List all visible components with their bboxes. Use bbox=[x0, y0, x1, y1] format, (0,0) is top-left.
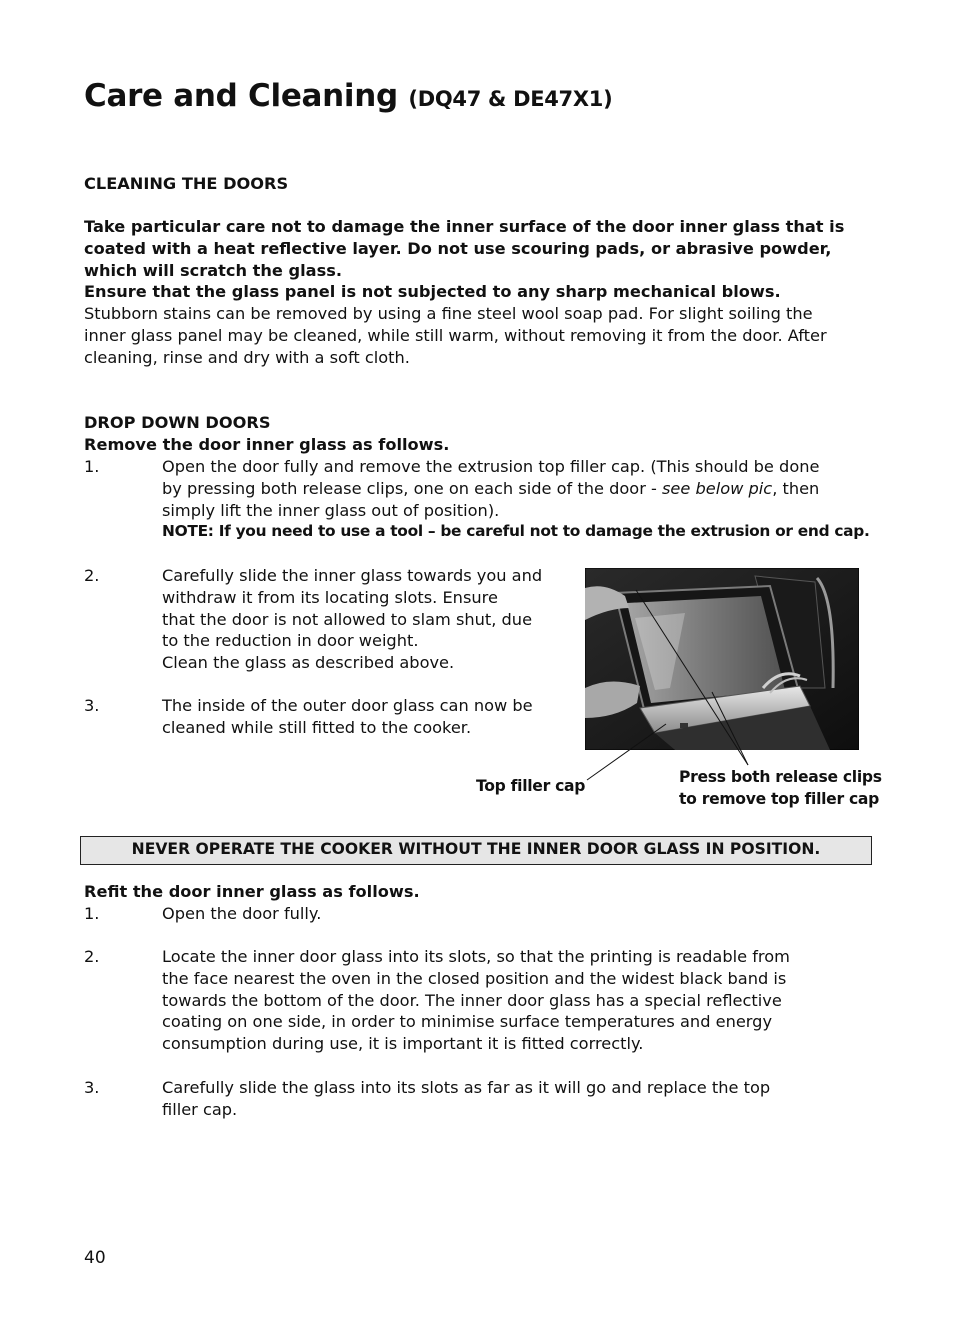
step-emphasis: see below pic bbox=[661, 478, 773, 498]
cleaning-body-line: cleaning, rinse and dry with a soft cloth. bbox=[84, 347, 410, 367]
step-note: NOTE: If you need to use a tool – be careful not to damage the extrusion or end cap. bbox=[162, 522, 870, 541]
cleaning-doors-heading: CLEANING THE DOORS bbox=[84, 174, 289, 193]
step-line: Open the door fully and remove the extrusion top filler cap. (This should be done bbox=[162, 457, 820, 476]
drop-down-subheading: Remove the door inner glass as follows. bbox=[84, 435, 450, 454]
caption-line: Press both release clips bbox=[679, 768, 882, 786]
refit-step-2 bbox=[162, 946, 874, 1055]
step-line: the face nearest the oven in the closed position and the widest black band is bbox=[162, 968, 787, 988]
step-line: coating on one side, in order to minimise surface temperatures and energy bbox=[162, 1012, 773, 1032]
drop-down-heading: DROP DOWN DOORS bbox=[84, 413, 271, 432]
refit-step-1: Open the door fully. bbox=[162, 904, 322, 923]
step-line: Clean the glass as described above. bbox=[162, 653, 455, 673]
step-line: Carefully slide the inner glass towards you and bbox=[162, 566, 543, 585]
step-number: 2. bbox=[84, 947, 100, 966]
caption-release-clips bbox=[679, 766, 882, 810]
step-text: , then bbox=[772, 478, 820, 498]
title-models: (DQ47 & DE47X1) bbox=[408, 87, 613, 111]
step-line: simply lift the inner glass out of position). bbox=[162, 500, 500, 520]
refit-step-3 bbox=[162, 1077, 874, 1121]
step-number: 3. bbox=[84, 696, 100, 715]
step-line: withdraw it from its locating slots. Ensure bbox=[162, 587, 498, 607]
cleaning-warning-line: which will scratch the glass. bbox=[84, 260, 343, 280]
cleaning-body-line: inner glass panel may be cleaned, while still warm, without removing it from the door. After bbox=[84, 325, 827, 345]
cleaning-warning-line: Ensure that the glass panel is not subjected to any sharp mechanical blows. bbox=[84, 282, 781, 302]
title-main: Care and Cleaning bbox=[84, 78, 398, 114]
safety-warning-box: NEVER OPERATE THE COOKER WITHOUT THE INNER DOOR GLASS IN POSITION. bbox=[80, 836, 872, 865]
step-line: The inside of the outer door glass can now be bbox=[162, 696, 533, 715]
step-line: cleaned while still fitted to the cooker. bbox=[162, 717, 472, 737]
step-line: towards the bottom of the door. The inner door glass has a special reflective bbox=[162, 990, 782, 1010]
step-text: by pressing both release clips, one on each side of the door - bbox=[162, 478, 662, 498]
step-line: Carefully slide the glass into its slots as far as it will go and replace the top bbox=[162, 1078, 771, 1097]
step-line: to the reduction in door weight. bbox=[162, 631, 419, 651]
caption-top-filler-cap: Top filler cap bbox=[476, 777, 586, 795]
cleaning-warning-line: Take particular care not to damage the inner surface of the door inner glass that is bbox=[84, 217, 845, 236]
page-number: 40 bbox=[84, 1248, 106, 1268]
refit-subheading: Refit the door inner glass as follows. bbox=[84, 882, 420, 901]
step-line: Locate the inner door glass into its slots, so that the printing is readable from bbox=[162, 947, 790, 966]
step-line: filler cap. bbox=[162, 1099, 238, 1119]
step-number: 1. bbox=[84, 457, 100, 476]
cleaning-body-line: Stubborn stains can be removed by using a fine steel wool soap pad. For slight soiling the bbox=[84, 304, 813, 323]
caption-line: to remove top filler cap bbox=[679, 790, 879, 808]
step-number: 1. bbox=[84, 904, 100, 923]
step-number: 2. bbox=[84, 566, 100, 585]
step-line: that the door is not allowed to slam shut, due bbox=[162, 609, 533, 629]
cleaning-warning-line: coated with a heat reflective layer. Do not use scouring pads, or abrasive powder, bbox=[84, 238, 832, 258]
step-number: 3. bbox=[84, 1078, 100, 1097]
step-line: consumption during use, it is important it is fitted correctly. bbox=[162, 1034, 644, 1054]
